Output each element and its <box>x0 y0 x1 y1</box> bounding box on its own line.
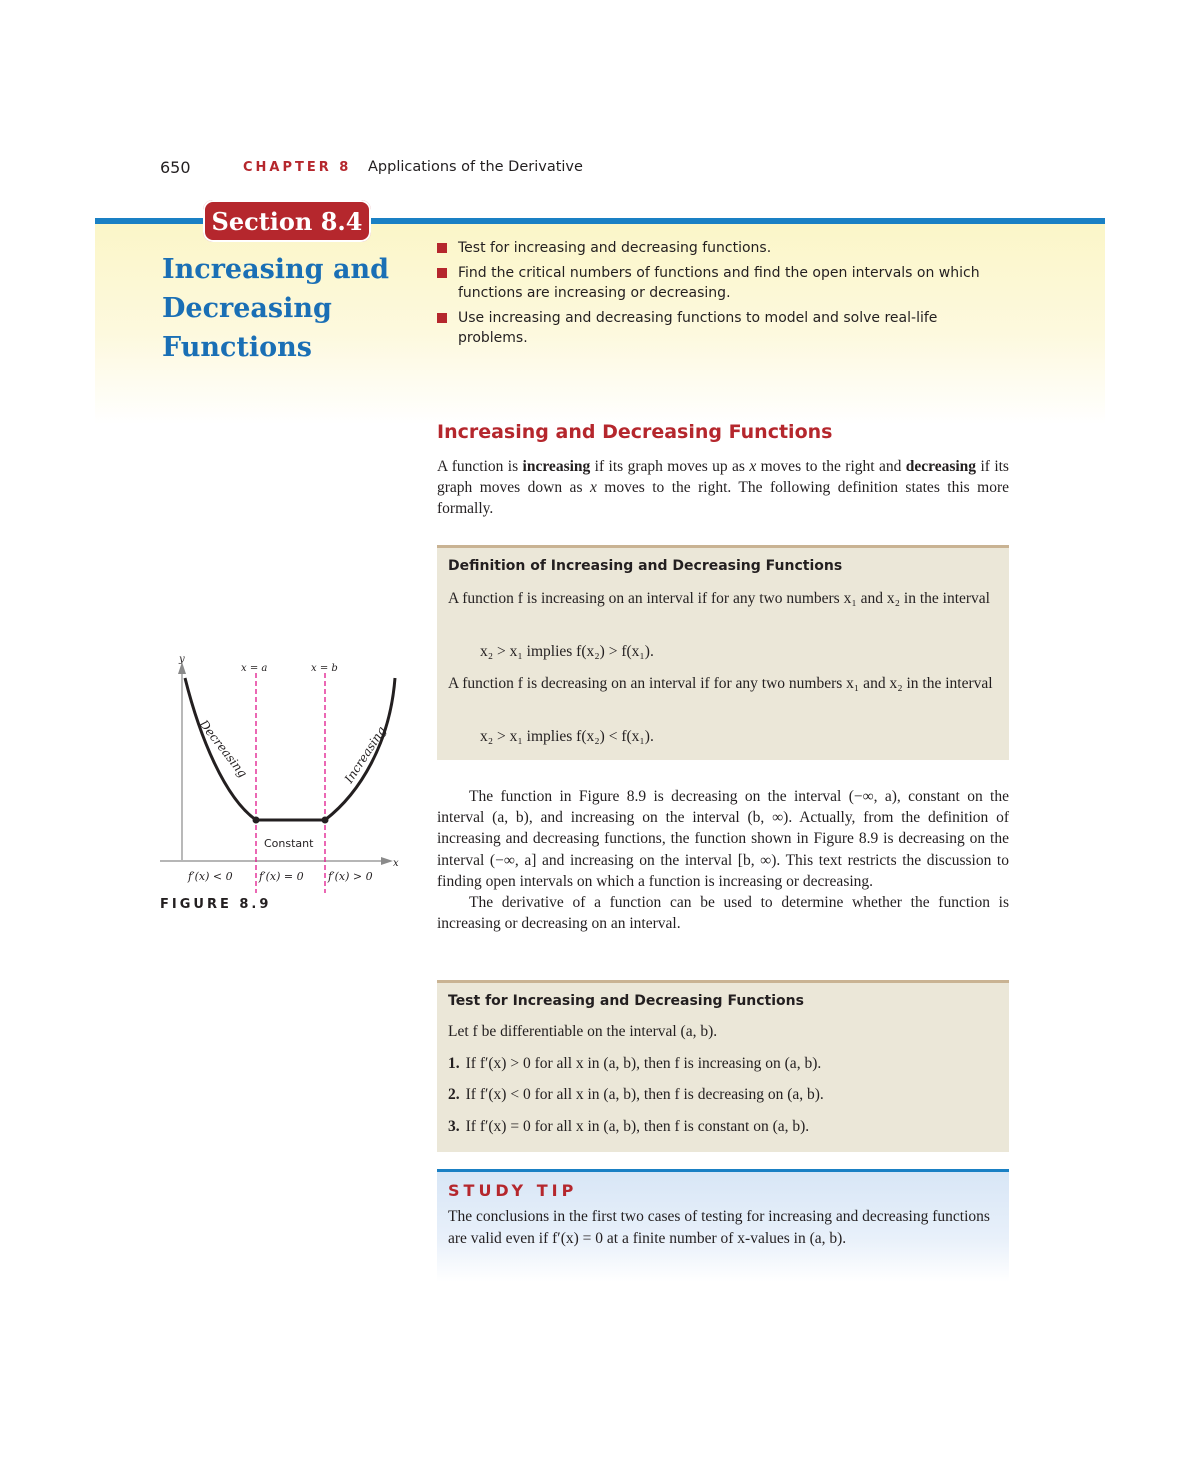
objective-text: Use increasing and decreasing functions to model and solve real-life problems. <box>458 310 938 346</box>
test-item-text: If f′(x) < 0 for all x in (a, b), then f is decreasing on (a, b). <box>465 1086 824 1103</box>
y-axis-label: y <box>179 654 185 665</box>
point-a <box>253 817 260 824</box>
test-item <box>448 1086 824 1104</box>
test-item <box>448 1055 821 1073</box>
body-text <box>437 786 1009 934</box>
x-axis-label: x <box>393 858 399 869</box>
study-tip-box <box>437 1169 1009 1282</box>
figure-caption: FIGURE 8.9 <box>160 897 272 912</box>
definition-increasing-text: A function f is increasing on an interval if for any two numbers x₁ and x₂ in the interval <box>448 590 990 607</box>
definition-decreasing-equation: x₂ > x₁ implies f(x₂) < f(x₁). <box>480 728 654 745</box>
guide-label-b: x = b <box>311 663 338 674</box>
main-heading: Increasing and Decreasing Functions <box>437 421 833 443</box>
test-box <box>437 980 1009 1152</box>
test-intro: Let f be differentiable on the interval (a, b). <box>448 1023 718 1040</box>
body-paragraph: The function in Figure 8.9 is decreasing on the interval (−∞, a), constant on the interval (a, b), and increasing on the interval (b, ∞). Actually, from the definition of increasing and decreasing functions, the function shown in Figure 8.9 is decreasing on the interval (−∞, a] and increasing on the interval [b, ∞). This text restricts the discussion to finding open intervals on which a function is increasing or decreasing. <box>437 788 1009 890</box>
section-title-line: Functions <box>162 332 312 363</box>
bullet-square-icon <box>437 268 447 278</box>
intro-text: if its graph moves up as <box>590 458 750 475</box>
x-axis-arrow-icon <box>381 857 393 865</box>
section-badge: Section 8.4 <box>203 200 371 242</box>
test-item-number: 3. <box>448 1118 460 1135</box>
guide-label-a: x = a <box>241 663 268 674</box>
intro-text: moves to the right and <box>756 458 906 475</box>
decreasing-label: Decreasing <box>196 717 251 781</box>
definition-increasing-equation: x₂ > x₁ implies f(x₂) > f(x₁). <box>480 643 654 660</box>
bullet-square-icon <box>437 243 447 253</box>
objective-item <box>437 308 997 348</box>
test-item-text: If f′(x) = 0 for all x in (a, b), then f is constant on (a, b). <box>465 1118 810 1135</box>
bullet-square-icon <box>437 313 447 323</box>
term-increasing: increasing <box>522 458 591 475</box>
increasing-label: Increasing <box>341 723 389 786</box>
study-tip-text: The conclusions in the first two cases of testing for increasing and decreasing functions are valid even if f′(x) = 0 at a finite number of x-values in (a, b). <box>448 1208 990 1247</box>
intro-text: moves to the right. The following definition states this more formally. <box>437 479 1009 518</box>
chapter-label: CHAPTER 8 <box>243 160 352 175</box>
constant-label: Constant <box>264 837 314 850</box>
test-item <box>448 1118 809 1136</box>
term-decreasing: decreasing <box>905 458 977 475</box>
section-title <box>162 250 412 367</box>
chapter-title: Applications of the Derivative <box>368 159 583 175</box>
objective-text: Test for increasing and decreasing functions. <box>458 240 772 256</box>
definition-title: Definition of Increasing and Decreasing Functions <box>448 558 843 574</box>
test-item-text: If f′(x) > 0 for all x in (a, b), then f is increasing on (a, b). <box>465 1055 822 1072</box>
objectives-list <box>437 238 997 353</box>
point-b <box>322 817 329 824</box>
section-title-line: Decreasing <box>162 293 332 324</box>
sign-left-label: f′(x) < 0 <box>188 870 233 883</box>
sign-right-label: f′(x) > 0 <box>328 870 373 883</box>
test-item-number: 2. <box>448 1086 460 1103</box>
intro-text: A function is <box>437 458 523 475</box>
objective-item <box>437 238 997 258</box>
study-tip-title: STUDY TIP <box>448 1181 578 1200</box>
section-title-line: Increasing and <box>162 254 389 285</box>
objective-text: Find the critical numbers of functions and find the open intervals on which functions are increasing or decreasing. <box>458 265 980 301</box>
body-paragraph: The derivative of a function can be used to determine whether the function is increasing or decreasing on an interval. <box>437 894 1009 933</box>
figure-8-9-graph <box>155 648 405 893</box>
definition-decreasing-text: A function f is decreasing on an interval if for any two numbers x₁ and x₂ in the interval <box>448 675 993 692</box>
var-x: x <box>589 479 597 497</box>
var-x: x <box>749 458 757 475</box>
definition-box <box>437 545 1009 760</box>
sign-middle-label: f′(x) = 0 <box>259 870 304 883</box>
test-item-number: 1. <box>448 1055 460 1072</box>
intro-paragraph <box>437 456 1009 520</box>
objective-item <box>437 263 997 303</box>
intro-text: if its graph moves down as <box>437 458 1009 497</box>
page-number: 650 <box>160 158 191 177</box>
test-title: Test for Increasing and Decreasing Functions <box>448 993 804 1009</box>
